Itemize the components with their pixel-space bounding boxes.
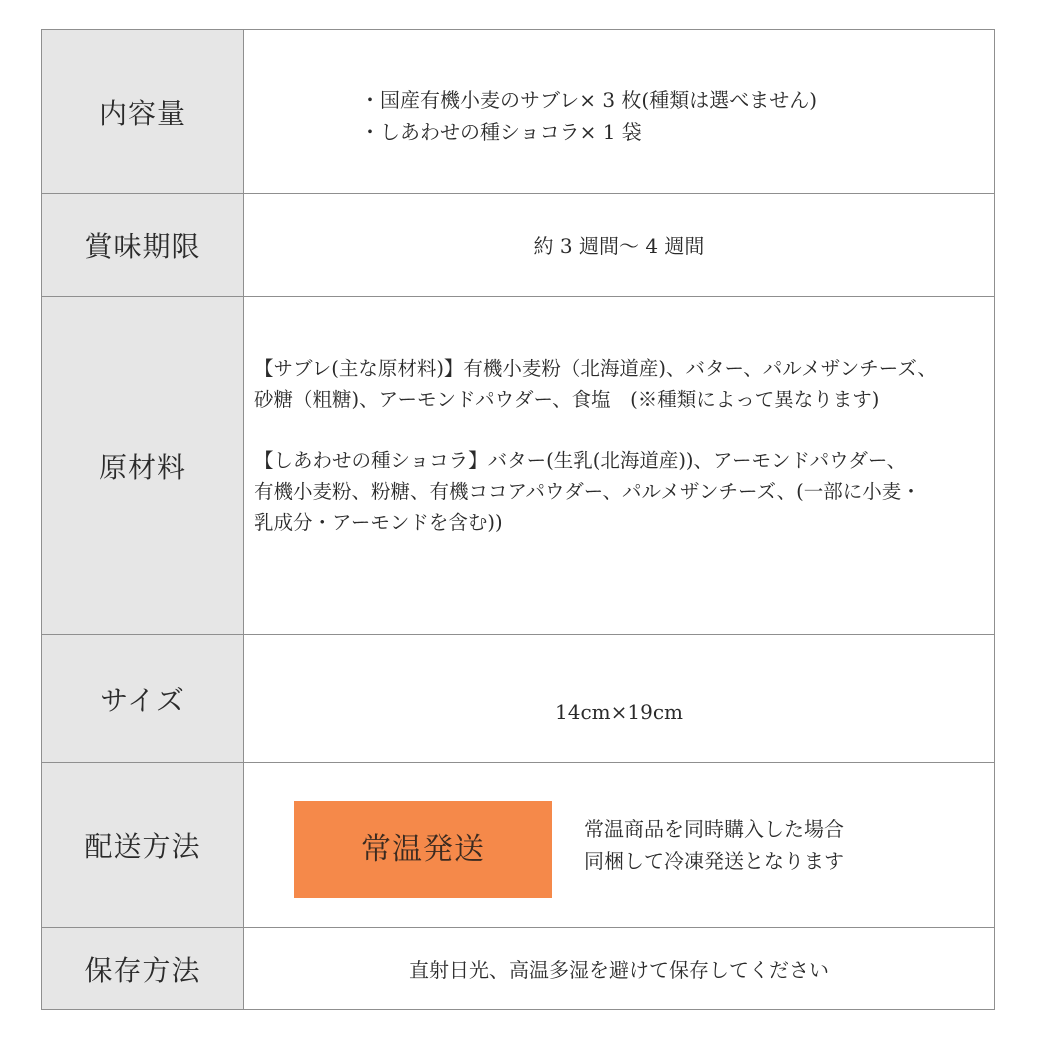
shipping-content: [244, 763, 994, 927]
contents-value: [244, 30, 995, 194]
shipping-note-line-1: 常温商品を同時購入した場合: [584, 817, 844, 841]
row-ingredients: [42, 297, 995, 635]
ingredients-sable-line-1: 【サブレ(主な原材料)】有機小麦粉（北海道産)、バター、パルメザンチーズ、: [254, 357, 937, 380]
ingredients-chocolat-line-2: 有機小麦粉、粉糖、有機ココアパウダー、パルメザンチーズ、(一部に小麦・: [254, 480, 921, 503]
row-storage: [42, 928, 995, 1010]
shipping-note-line-2: 同梱して冷凍発送となります: [584, 849, 844, 873]
ingredients-sable-line-2: 砂糖（粗糖)、アーモンドパウダー、食塩 (※種類によって異なります): [254, 388, 880, 411]
row-contents: [42, 30, 995, 194]
ingredients-chocolat: [254, 445, 990, 538]
contents-list: [244, 76, 994, 148]
ingredients-chocolat-line-1: 【しあわせの種ショコラ】バター(生乳(北海道産))、アーモンドパウダー、: [254, 449, 907, 472]
room-temp-shipping-badge: 常温発送: [294, 801, 552, 898]
expiry-label: 賞味期限: [42, 194, 244, 297]
shipping-value: [244, 763, 995, 928]
ingredients-value: [244, 297, 995, 635]
storage-value: 直射日光、高温多湿を避けて保存してください: [409, 957, 829, 982]
ingredients-label: 原材料: [42, 297, 244, 635]
product-spec-table: [41, 29, 995, 1010]
contents-line-2: ・しあわせの種ショコラ× 1 袋: [360, 119, 642, 144]
row-shipping: [42, 763, 995, 928]
ingredients-text: [244, 353, 994, 538]
expiry-value: 約 3 週間〜 4 週間: [533, 234, 705, 258]
size-value-cell: [244, 635, 995, 763]
row-expiry: [42, 194, 995, 297]
size-label: サイズ: [42, 635, 244, 763]
contents-line-1: ・国産有機小麦のサブレ× 3 枚(種類は選べません): [360, 87, 818, 112]
ingredients-spacer: [254, 415, 990, 445]
expiry-value-cell: [244, 194, 995, 297]
shipping-note: [584, 813, 844, 877]
storage-label: 保存方法: [42, 928, 244, 1010]
contents-label: 内容量: [42, 30, 244, 194]
row-size: [42, 635, 995, 763]
size-value: 14cm×19cm: [555, 699, 683, 724]
storage-value-cell: [244, 928, 995, 1010]
ingredients-chocolat-line-3: 乳成分・アーモンドを含む)): [254, 511, 503, 534]
ingredients-sable: [254, 353, 990, 415]
shipping-label: 配送方法: [42, 763, 244, 928]
